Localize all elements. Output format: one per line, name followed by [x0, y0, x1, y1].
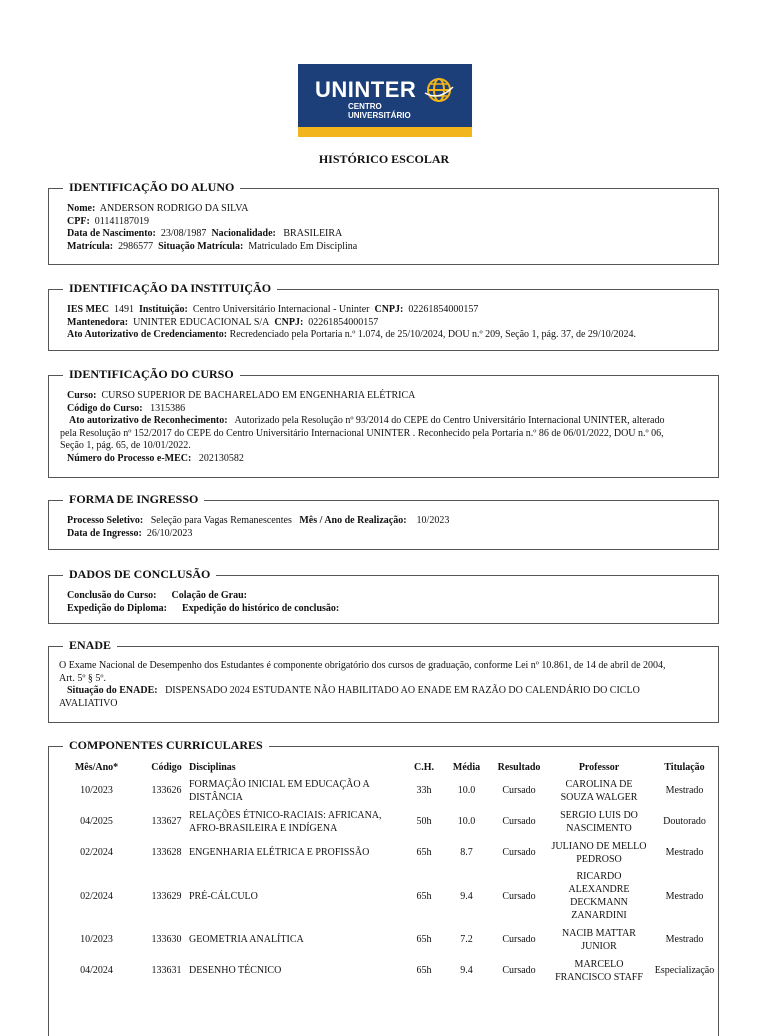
- curso-proc-row: [49, 453, 718, 466]
- enade-sit-value-2: AVALIATIVO: [59, 697, 118, 709]
- sit-value: Matriculado Em Disciplina: [248, 240, 358, 252]
- cell-titulacao: Mestrado: [665, 847, 704, 858]
- globe-icon: [424, 77, 454, 103]
- inst-mant-row: [49, 317, 718, 330]
- nac-value: BRASILEIRA: [283, 228, 343, 239]
- section-instituicao: [48, 281, 719, 351]
- colacao-label: Colação de Grau:: [171, 590, 248, 601]
- col-header-disciplinas: Disciplinas: [189, 762, 236, 773]
- section-conclusao: [48, 567, 719, 624]
- proc-value: 202130582: [198, 452, 244, 464]
- cell-codigo: 133626: [151, 785, 182, 796]
- table-row: [49, 924, 720, 955]
- cpf-label: CPF:: [67, 215, 90, 227]
- cell-ch: 65h: [416, 965, 432, 976]
- section-curso-legend: IDENTIFICAÇÃO DO CURSO: [63, 367, 240, 382]
- componentes-table: [49, 760, 720, 986]
- ato-cred-value: Recredenciado pela Portaria n.º 1.074, de 25/10/2024, DOU n.º 209, Seção 1, pág. 37, de 29/10/2024.: [229, 329, 636, 340]
- nac-label: Nacionalidade:: [211, 228, 276, 239]
- cell-line: AFRO-BRASILEIRA E INDÍGENA: [189, 822, 338, 834]
- section-conclusao-legend: DADOS DE CONCLUSÃO: [63, 567, 216, 582]
- ies-value: 1491: [113, 304, 134, 315]
- cell-media: 10.0: [457, 816, 476, 827]
- proc-label: Número do Processo e-MEC:: [67, 452, 192, 464]
- col-header-mes: Mês/Ano*: [74, 762, 119, 773]
- section-componentes-legend: COMPONENTES CURRICULARES: [63, 738, 269, 753]
- cell-line: FORMAÇÃO INICIAL EM EDUCAÇÃO A: [189, 778, 370, 790]
- col-header-titulacao: Titulação: [664, 762, 705, 773]
- logo-word: UNINTER: [315, 77, 417, 102]
- table-header-row: [49, 760, 720, 775]
- ingresso-proc-value: Seleção para Vagas Remanescentes: [150, 515, 292, 526]
- logo-line-2: UNIVERSITÁRIO: [348, 111, 411, 120]
- cell-mes: 10/2023: [80, 785, 113, 796]
- cpf-value: 01141187019: [94, 215, 150, 227]
- cell-mes: 02/2024: [80, 847, 113, 858]
- cod-label: Código do Curso:: [67, 402, 143, 414]
- aluno-nome-row: [49, 203, 718, 216]
- cell-line: RELAÇÕES ÉTNICO-RACIAIS: AFRICANA,: [189, 809, 382, 821]
- cell-line: ENGENHARIA ELÉTRICA E PROFISSÃO: [189, 847, 370, 858]
- concl-label: Conclusão do Curso:: [67, 590, 157, 601]
- table-body: [49, 775, 720, 986]
- ingresso-data-row: [49, 528, 718, 541]
- col-header-codigo: Código: [151, 762, 182, 773]
- cell-mes: 04/2025: [80, 816, 113, 827]
- inst-value: Centro Universitário Internacional - Uninter: [192, 304, 370, 315]
- cell-mes: 04/2024: [80, 965, 113, 976]
- nome-value: ANDERSON RODRIGO DA SILVA: [99, 203, 249, 214]
- logo-subtitle: [348, 102, 411, 120]
- cell-codigo: 133628: [151, 847, 182, 858]
- section-ingresso: [48, 492, 719, 550]
- cell-titulacao: Mestrado: [665, 890, 704, 902]
- cell-line: MARCELO: [574, 958, 624, 970]
- cell-disciplina: [189, 924, 404, 955]
- curso-value: CURSO SUPERIOR DE BACHARELADO EM ENGENHARIA ELÉTRICA: [101, 390, 416, 401]
- cell-professor: [549, 775, 649, 806]
- cell-titulacao: Mestrado: [665, 785, 704, 796]
- section-ingresso-legend: FORMA DE INGRESSO: [63, 492, 204, 507]
- cell-professor: [549, 837, 649, 868]
- ato-rec-line-3: Seção 1, pág. 65, de 10/01/2022.: [60, 440, 191, 451]
- cnpj-value: 02261854000157: [408, 304, 479, 315]
- section-enade: [48, 638, 719, 723]
- cell-line: GEOMETRIA ANALÍTICA: [189, 934, 304, 945]
- cnpj2-label: CNPJ:: [274, 316, 304, 328]
- cod-value: 1315386: [150, 402, 186, 414]
- enade-sit-row: [49, 685, 718, 698]
- ies-label: IES MEC: [67, 304, 109, 315]
- cell-line: NASCIMENTO: [566, 822, 632, 834]
- mat-value: 2986577: [118, 240, 154, 252]
- enade-sit-value-1: DISPENSADO 2024 ESTUDANTE NÃO HABILITADO AO ENADE EM RAZÃO DO CALENDÁRIO DO CICLO: [165, 685, 640, 696]
- cell-line: SERGIO LUIS DO: [560, 809, 638, 821]
- cell-line: RICARDO: [576, 871, 622, 882]
- inst-label: Instituição:: [138, 304, 188, 315]
- cell-ch: 50h: [416, 816, 432, 827]
- ingresso-mes-value: 10/2023: [416, 515, 450, 526]
- cell-media: 9.4: [460, 890, 473, 902]
- cell-codigo: 133631: [151, 965, 182, 976]
- cell-resultado: Cursado: [502, 785, 536, 796]
- cell-mes: 02/2024: [80, 890, 113, 902]
- col-header-media: Média: [452, 762, 481, 773]
- cell-titulacao: Especialização: [654, 965, 715, 976]
- enade-text-1: O Exame Nacional de Desempenho dos Estudantes é componente obrigatório dos cursos de graduação, conforme Lei nº 10.861, de 14 de abril de 2004,: [59, 660, 666, 671]
- conclusao-row-2: [49, 603, 718, 616]
- cell-resultado: Cursado: [502, 816, 536, 827]
- cell-codigo: 133630: [151, 934, 182, 945]
- cell-media: 9.4: [460, 965, 473, 976]
- mat-label: Matrícula:: [67, 240, 114, 252]
- cell-mes: 10/2023: [80, 934, 113, 945]
- aluno-nasc-row: [49, 228, 718, 241]
- cell-professor: [549, 924, 649, 955]
- ato-rec-line-2: pela Resolução nº 152/2017 do CEPE do Centro Universitário Internacional UNINTER . Reconhecido pela Portaria n.º 86 de 06/01/2022, DOU n.º 06,: [60, 427, 664, 439]
- table-row: [49, 868, 720, 924]
- logo-bar: [298, 127, 472, 137]
- curso-label: Curso:: [67, 390, 97, 401]
- cell-line: DISTÂNCIA: [189, 791, 243, 803]
- cell-professor: [549, 806, 649, 837]
- section-aluno-legend: IDENTIFICAÇÃO DO ALUNO: [63, 180, 240, 195]
- table-row: [49, 955, 720, 986]
- ato-cred-label: Ato Autorizativo de Credenciamento:: [67, 329, 228, 340]
- cell-media: 10.0: [457, 785, 476, 796]
- curso-cod-row: [49, 403, 718, 416]
- nome-label: Nome:: [67, 203, 96, 214]
- inst-ies-row: [49, 304, 718, 317]
- ato-rec-line-1: Autorizado pela Resolução nº 93/2014 do CEPE do Centro Universitário Internacional UNINTER, alterado: [234, 415, 665, 426]
- cell-line: DESENHO TÉCNICO: [189, 965, 282, 976]
- cell-line: SOUZA WALGER: [560, 791, 638, 803]
- conclusao-row-1: [49, 590, 718, 603]
- table-row: [49, 837, 720, 868]
- cell-line: FRANCISCO STAFF: [555, 971, 643, 983]
- mant-value: UNINTER EDUCACIONAL S/A: [133, 316, 270, 328]
- uninter-logo: [298, 64, 472, 137]
- cell-ch: 65h: [416, 890, 432, 902]
- ingresso-proc-row: [49, 515, 718, 528]
- cell-line: CAROLINA DE: [565, 778, 633, 790]
- cell-resultado: Cursado: [502, 965, 536, 976]
- cell-resultado: Cursado: [502, 934, 536, 945]
- table-row: [49, 775, 720, 806]
- nasc-value: 23/08/1987: [160, 228, 207, 239]
- cell-line: JUNIOR: [581, 940, 617, 952]
- ingresso-proc-label: Processo Seletivo:: [67, 515, 144, 526]
- cell-codigo: 133627: [151, 816, 182, 827]
- curso-nome-row: [49, 390, 718, 403]
- cell-line: ZANARDINI: [571, 910, 627, 921]
- section-enade-legend: ENADE: [63, 638, 117, 653]
- section-curso: [48, 367, 719, 478]
- section-instituicao-legend: IDENTIFICAÇÃO DA INSTITUIÇÃO: [63, 281, 277, 296]
- cell-line: DECKMANN: [570, 897, 628, 908]
- cell-disciplina: [189, 806, 404, 837]
- exp-hist-label: Expedição do histórico de conclusão:: [182, 602, 340, 614]
- cell-disciplina: [189, 868, 404, 924]
- logo-line-1: CENTRO: [348, 102, 382, 111]
- cell-ch: 33h: [416, 785, 432, 796]
- exp-label: Expedição do Diploma:: [67, 602, 168, 614]
- aluno-mat-row: [49, 241, 718, 254]
- cell-resultado: Cursado: [502, 890, 536, 902]
- col-header-ch: C.H.: [414, 762, 434, 773]
- table-row: [49, 806, 720, 837]
- cell-titulacao: Mestrado: [665, 934, 704, 945]
- cnpj2-value: 02261854000157: [308, 316, 379, 328]
- cell-disciplina: [189, 775, 404, 806]
- cell-resultado: Cursado: [502, 847, 536, 858]
- cell-media: 7.2: [460, 934, 473, 945]
- cell-codigo: 133629: [151, 890, 182, 902]
- cell-disciplina: [189, 955, 404, 986]
- cell-line: PEDROSO: [576, 853, 622, 865]
- cell-media: 8.7: [460, 847, 473, 858]
- cnpj-label: CNPJ:: [374, 304, 404, 315]
- document-title: HISTÓRICO ESCOLAR: [318, 152, 450, 166]
- cell-titulacao: Doutorado: [663, 816, 706, 827]
- cell-line: NACIB MATTAR: [562, 927, 636, 939]
- enade-text-2: Art. 5º § 5º.: [59, 672, 107, 684]
- col-header-professor: Professor: [578, 762, 620, 773]
- cell-line: JULIANO DE MELLO: [551, 840, 647, 852]
- section-componentes: [48, 738, 719, 1036]
- enade-sit-label: Situação do ENADE:: [67, 685, 158, 696]
- curso-ato-row: [49, 415, 718, 428]
- ingresso-data-value: 26/10/2023: [146, 527, 193, 539]
- ingresso-mes-label: Mês / Ano de Realização:: [299, 515, 407, 526]
- cell-ch: 65h: [416, 934, 432, 945]
- cell-professor: [549, 868, 649, 924]
- mant-label: Mantenedora:: [67, 316, 129, 328]
- col-header-resultado: Resultado: [497, 762, 541, 773]
- cell-ch: 65h: [416, 847, 432, 858]
- cell-line: PRÉ-CÁLCULO: [189, 890, 258, 902]
- section-aluno: [48, 180, 719, 265]
- inst-ato-row: [49, 329, 718, 342]
- ato-rec-label: Ato autorizativo de Reconhecimento:: [69, 415, 228, 426]
- sit-label: Situação Matrícula:: [158, 240, 244, 252]
- cell-line: ALEXANDRE: [568, 884, 630, 895]
- cell-professor: [549, 955, 649, 986]
- nasc-label: Data de Nascimento:: [67, 228, 156, 239]
- aluno-cpf-row: [49, 216, 718, 229]
- ingresso-data-label: Data de Ingresso:: [67, 527, 142, 539]
- cell-disciplina: [189, 837, 404, 868]
